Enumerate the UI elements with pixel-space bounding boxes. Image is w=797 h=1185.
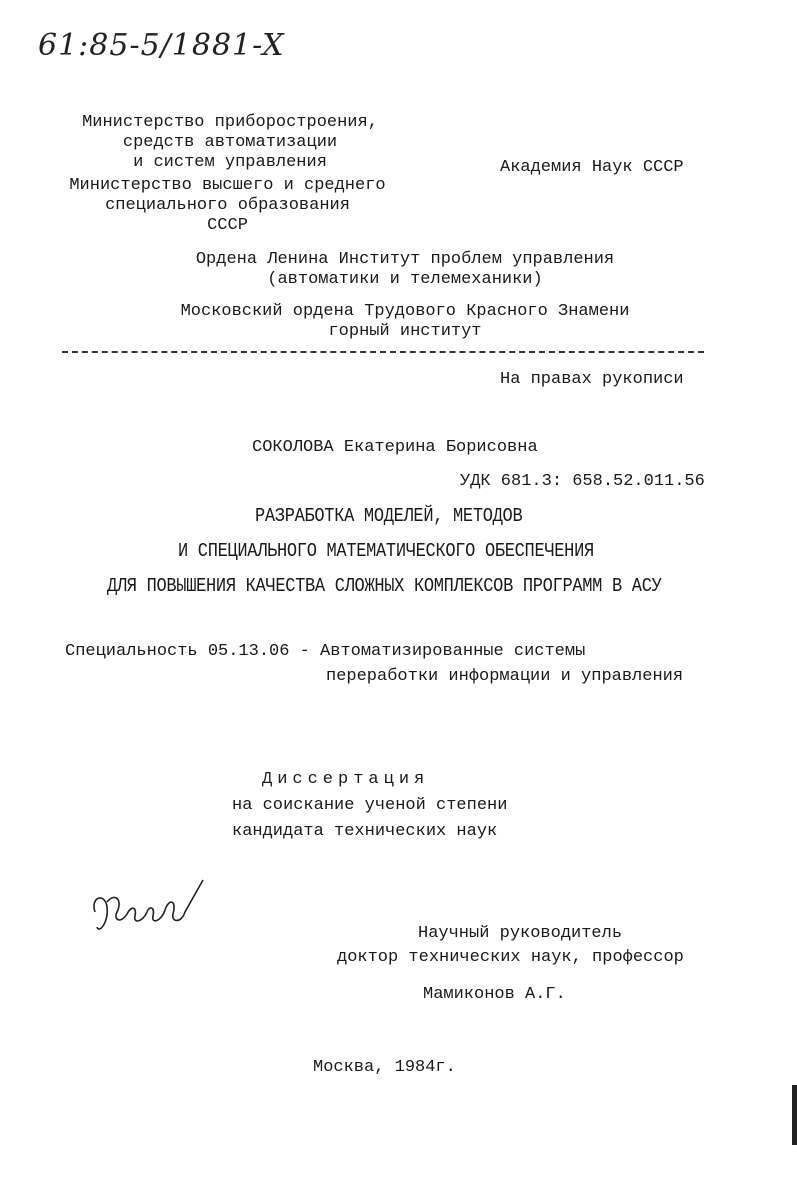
ministry-2-line: СССР xyxy=(207,216,248,235)
ministry-2-line: Министерство высшего и среднего xyxy=(69,176,386,195)
title-line-1: РАЗРАБОТКА МОДЕЛЕЙ, МЕТОДОВ xyxy=(255,506,523,528)
ministry-1-line: и систем управления xyxy=(133,153,327,172)
institute-2-line: горный институт xyxy=(328,322,482,341)
signature xyxy=(85,872,215,942)
dissertation-line-2: кандидата технических наук xyxy=(232,822,498,841)
ministry-2-line: специального образования xyxy=(105,196,350,215)
institute-block-1 xyxy=(150,250,660,290)
ministry-1-line: Министерство приборостроения, xyxy=(82,113,378,132)
ministry-block-2 xyxy=(45,176,410,236)
rights-note: На правах рукописи xyxy=(500,370,684,389)
specialty-continuation: переработки информации и управления xyxy=(326,667,684,686)
dissertation-line-1: на соискание ученой степени xyxy=(232,796,508,815)
specialty-label: Специальность 05.13.06 - Автоматизированные системы xyxy=(65,642,586,661)
title-line-3: ДЛЯ ПОВЫШЕНИЯ КАЧЕСТВА СЛОЖНЫХ КОМПЛЕКСОВ ПРОГРАММ В АСУ xyxy=(107,576,662,598)
author-name: СОКОЛОВА Екатерина Борисовна xyxy=(252,438,538,457)
supervisor-name: Мамиконов А.Г. xyxy=(423,985,566,1004)
place-date: Москва, 1984г. xyxy=(313,1058,456,1077)
institute-block-2 xyxy=(150,302,660,342)
ministry-block-1 xyxy=(55,113,405,173)
dissertation-heading: Диссертация xyxy=(262,770,430,789)
archive-number: 61:85-5/1881-X xyxy=(38,28,285,63)
supervisor-degree: доктор технических наук, профессор xyxy=(337,948,684,967)
scan-edge xyxy=(792,1085,797,1145)
institute-1-line: (автоматики и телемеханики) xyxy=(267,270,543,289)
institute-1-line: Ордена Ленина Институт проблем управления xyxy=(195,250,615,269)
title-line-2: И СПЕЦИАЛЬНОГО МАТЕМАТИЧЕСКОГО ОБЕСПЕЧЕНИЯ xyxy=(178,541,594,563)
udc-code: УДК 681.3: 658.52.011.56 xyxy=(460,472,705,491)
supervisor-role: Научный руководитель xyxy=(418,924,623,943)
ministry-1-line: средств автоматизации xyxy=(122,133,338,152)
institute-2-line: Московский ордена Трудового Красного Знамени xyxy=(180,302,630,321)
header-divider xyxy=(62,351,704,353)
academy: Академия Наук СССР xyxy=(500,158,684,177)
